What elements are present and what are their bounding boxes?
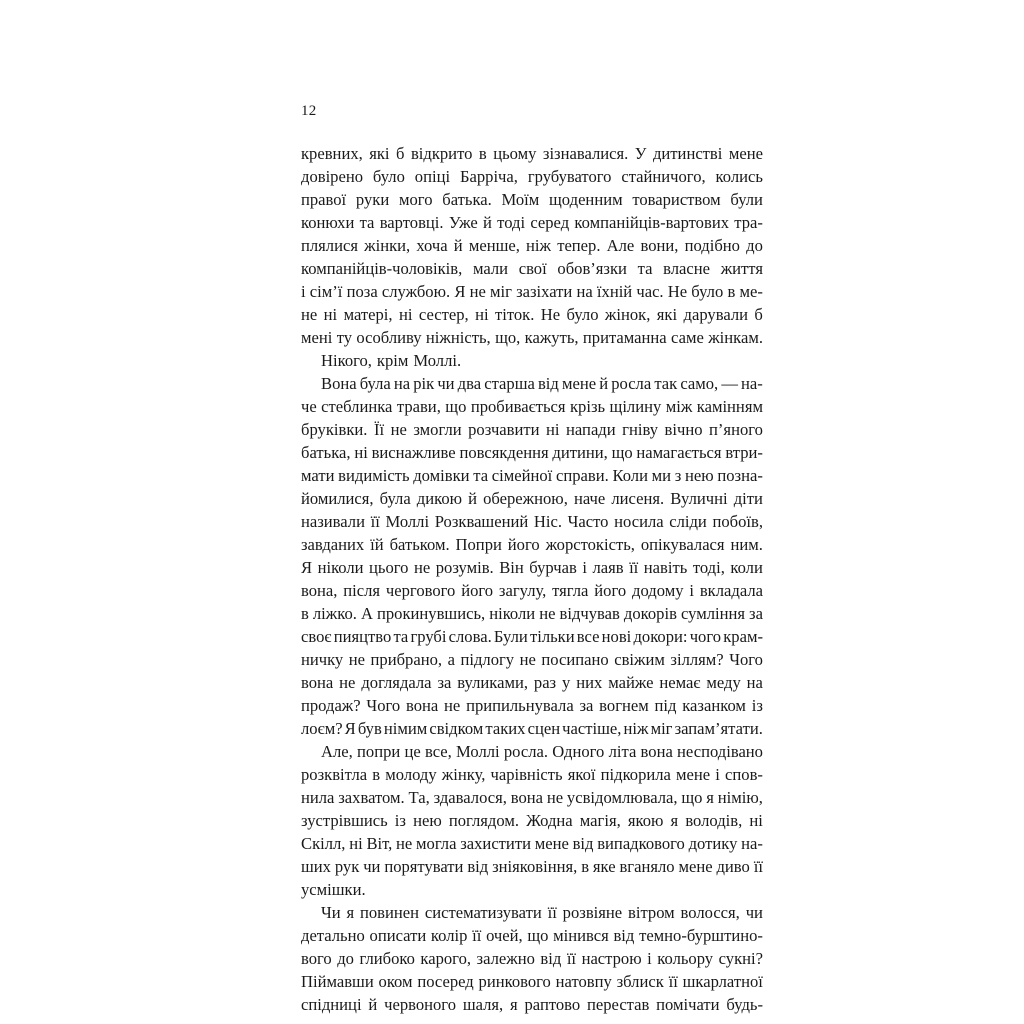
text-line: зустрівшись із нею поглядом. Жодна магія, якою я володів, ні <box>301 811 763 830</box>
text-line: ничку не прибрано, а підлогу не посипано свіжим зіллям? Чого <box>301 650 763 669</box>
text-line: вона, після чергового його загулу, тягла його додому і вкладала <box>301 581 763 600</box>
text-line: компанійців-чоловіків, мали свої обов’язки та власне життя <box>301 259 763 278</box>
text-line: в ліжко. А прокинувшись, ніколи не відчував докорів сумління за <box>301 604 763 623</box>
text-line: бруківки. Її не змогли розчавити ні напади гніву вічно п’яного <box>301 420 763 439</box>
text-line: вого до глибоко карого, залежно від її настрою і кольору сукні? <box>301 949 763 968</box>
text-line: своє пияцтво та грубі слова. Були тільки все нові докори: чого крам- <box>301 627 763 646</box>
text-line: мені ту особливу ніжність, що, кажуть, притаманна саме жінкам. <box>301 328 763 347</box>
body-text <box>301 142 763 1016</box>
text-line: кревних, які б відкрито в цьому зізнавалися. У дитинстві мене <box>301 144 763 163</box>
text-line: вона не доглядала за вуликами, раз у них майже немає меду на <box>301 673 763 692</box>
text-line: і сім’ї поза службою. Я не міг зазіхати на їхній час. Не було в ме- <box>301 282 763 301</box>
text-line: усмішки. <box>301 880 366 899</box>
text-line: плялися жінки, хоча й менше, ніж тепер. Але вони, подібно до <box>301 236 763 255</box>
text-line: не ні матері, ні сестер, ні тіток. Не було жінок, які дарували б <box>301 305 763 324</box>
text-line: Нікого, крім Моллі. <box>321 351 462 370</box>
text-line: детально описати колір її очей, що мінився від темно-бурштино- <box>301 926 763 945</box>
text-line: мати видимість домівки та сімейної справи. Коли ми з нею позна- <box>301 466 763 485</box>
text-line: Я ніколи цього не розумів. Він бурчав і лаяв її навіть тоді, коли <box>301 558 763 577</box>
text-line: називали її Моллі Розквашений Ніс. Часто носила сліди побоїв, <box>301 512 763 531</box>
text-line: Скілл, ні Віт, не могла захистити мене від випадкового дотику на- <box>301 834 763 853</box>
text-line: конюхи та вартовці. Уже й тоді серед компанійців-вартових тра- <box>301 213 763 232</box>
text-line: Але, попри це все, Моллі росла. Одного літа вона несподівано <box>321 742 763 761</box>
text-line: батька, ні виснажливе повсякдення дитини, що намагається втри- <box>301 443 763 462</box>
text-line: Піймавши оком посеред ринкового натовпу зблиск її шкарлатної <box>301 972 763 991</box>
text-line: Чи я повинен систематизувати її розвіяне вітром волосся, чи <box>321 903 763 922</box>
text-line: завданих їй батьком. Попри його жорстокість, опікувалася ним. <box>301 535 763 554</box>
text-line: довірено було опіці Барріча, грубуватого стайничого, колись <box>301 167 763 186</box>
text-line: розквітла в молоду жінку, чарівність якої підкорила мене і спов- <box>301 765 763 784</box>
text-line: йомилися, була дикою й обережною, наче лисеня. Вуличні діти <box>301 489 763 508</box>
text-line: продаж? Чого вона не припильнувала за вогнем під казанком із <box>301 696 763 715</box>
text-line: нила захватом. Та, здавалося, вона не усвідомлювала, що я німію, <box>301 788 763 807</box>
text-line: Вона була на рік чи два старша від мене й росла так само, — на- <box>321 374 763 393</box>
text-line: лоєм? Я був німим свідком таких сцен частіше, ніж міг запам’ятати. <box>301 719 763 738</box>
text-line: че стеблинка трави, що пробивається крізь щілину між камінням <box>301 397 763 416</box>
text-line: правої руки мого батька. Моїм щоденним товариством були <box>301 190 763 209</box>
text-line: ших рук чи порятувати від зніяковіння, в яке вганяло мене диво її <box>301 857 763 876</box>
text-line: спідниці й червоного шаля, я раптово перестав помічати будь- <box>301 995 763 1014</box>
page-number: 12 <box>301 103 317 119</box>
